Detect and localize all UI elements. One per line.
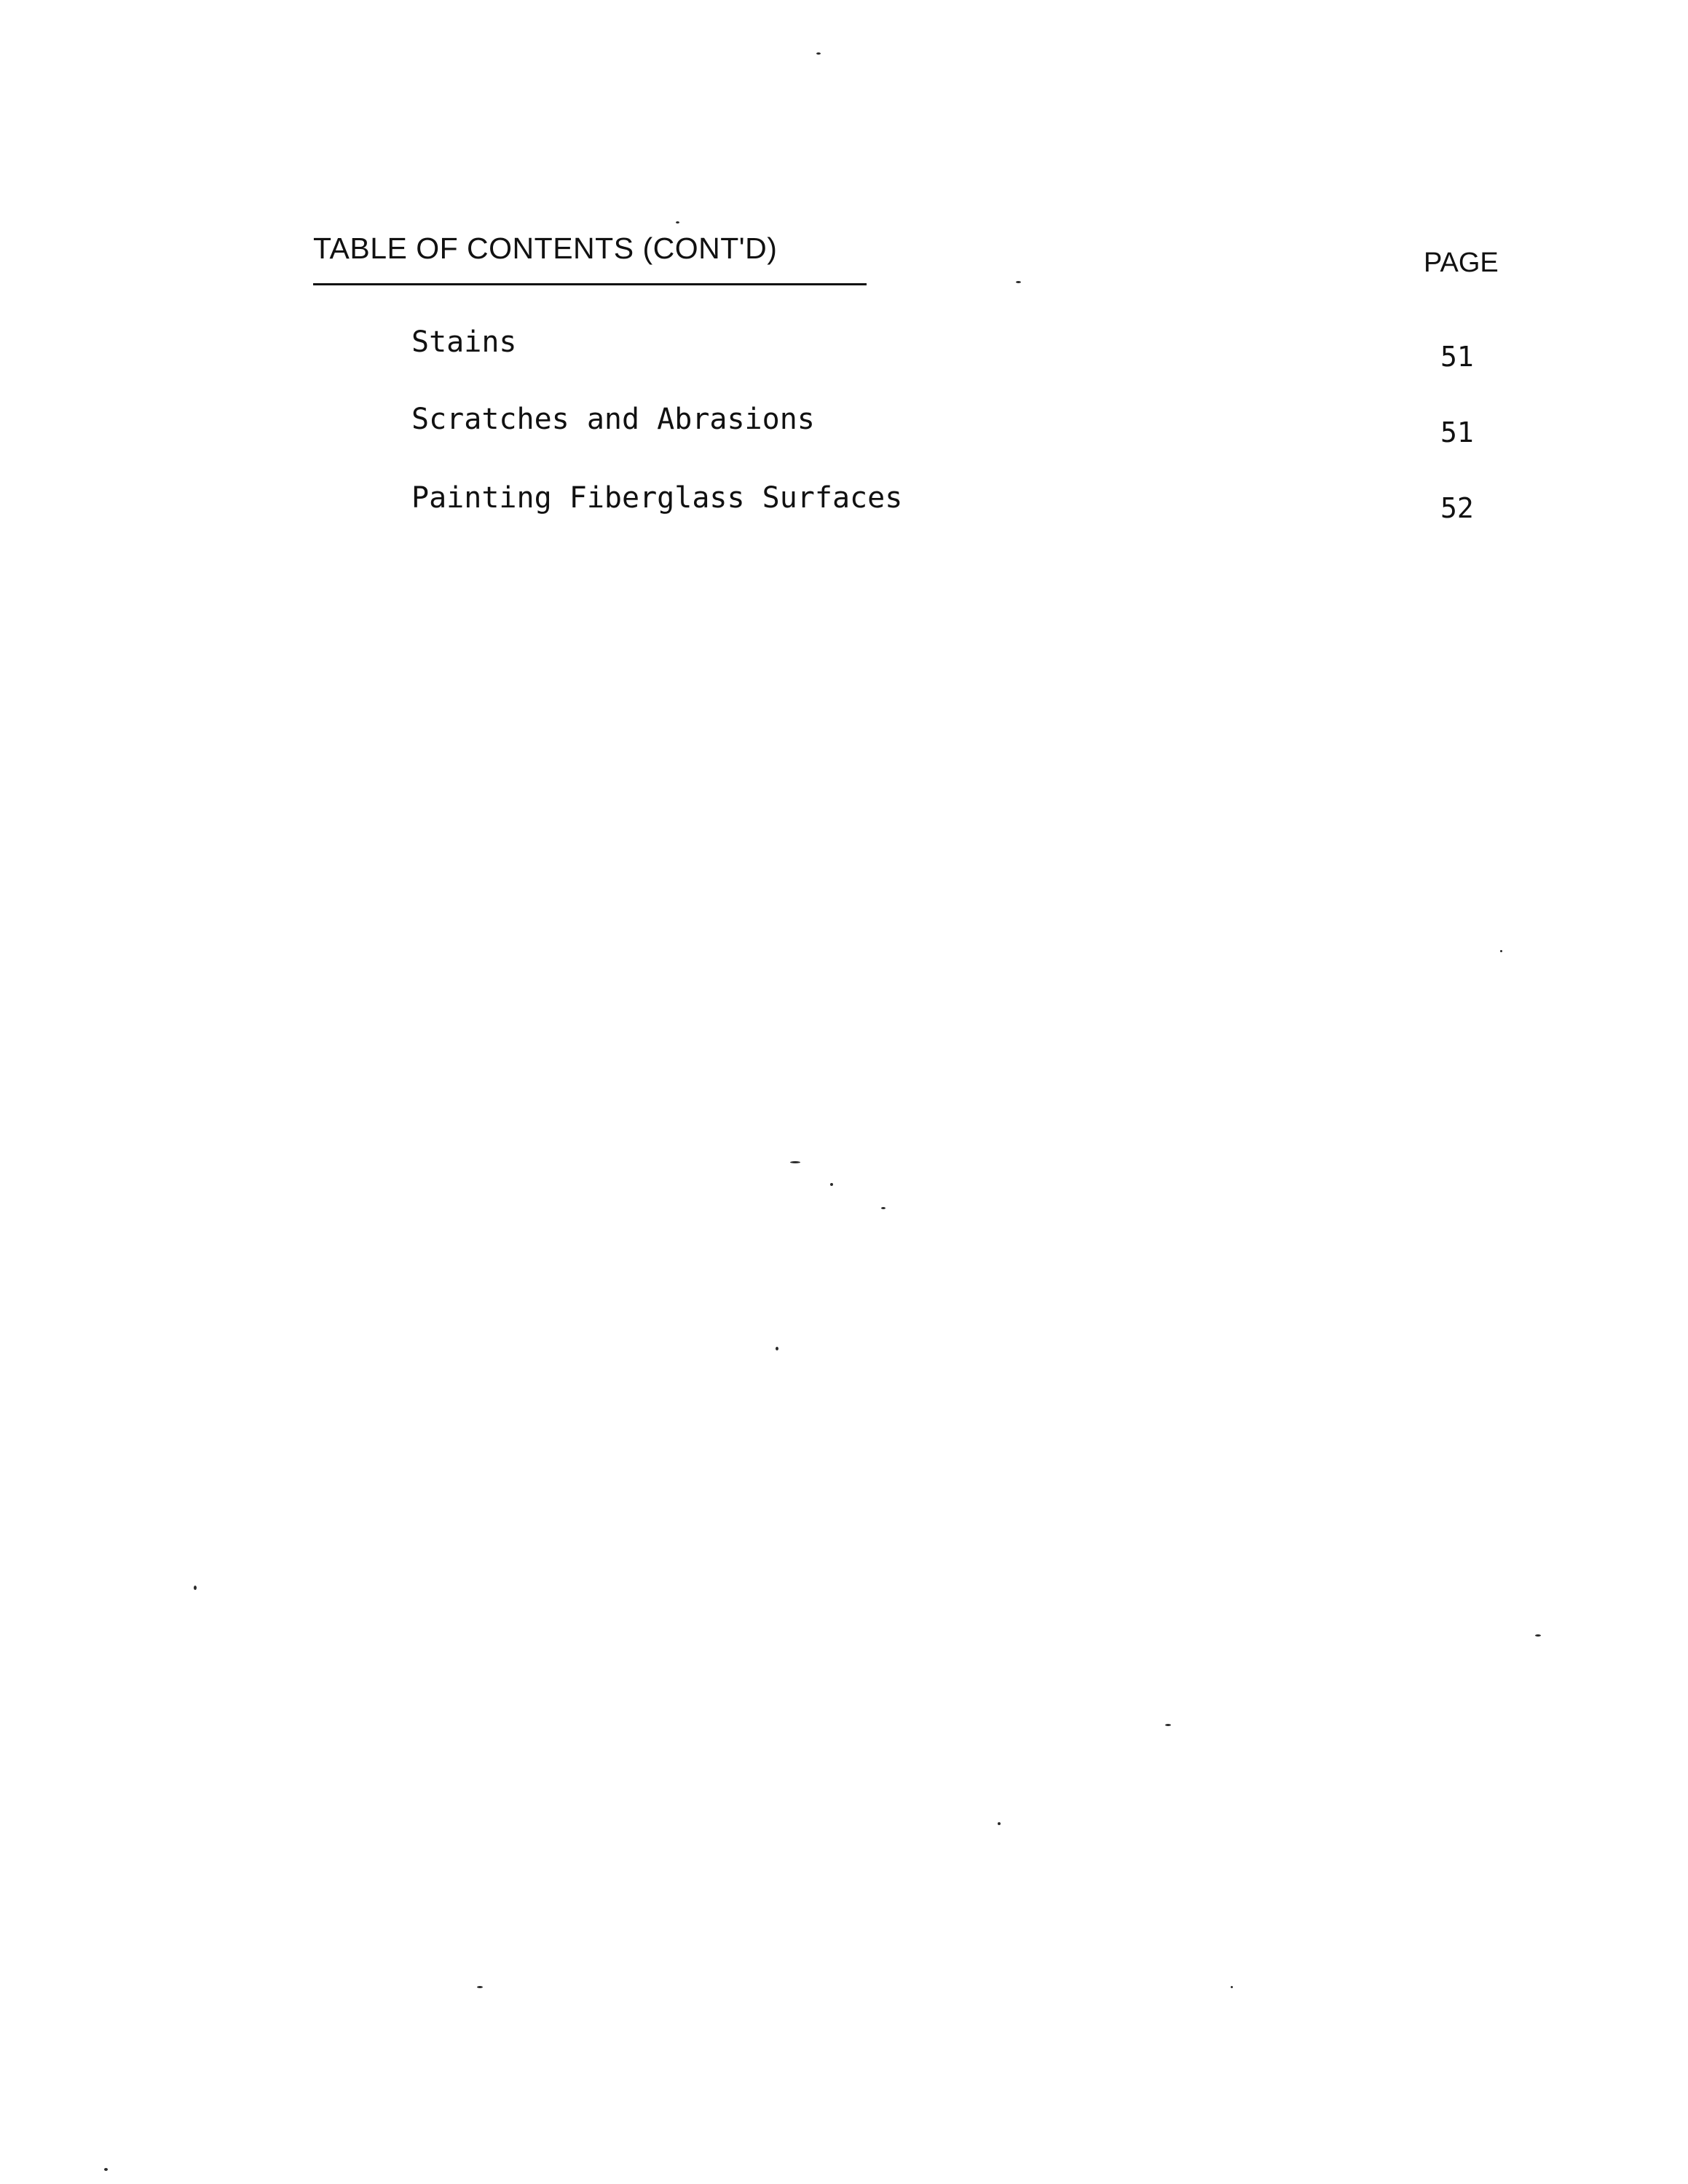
scan-speck	[998, 1822, 1001, 1825]
scan-speck	[830, 1183, 833, 1186]
toc-entry-title: Scratches and Abrasions	[411, 403, 815, 436]
scan-speck	[816, 52, 821, 55]
toc-entry-title: Painting Fiberglass Surfaces	[411, 481, 903, 515]
scan-speck	[1165, 1724, 1171, 1726]
scan-speck	[790, 1161, 800, 1163]
toc-entry-page: 52	[1440, 492, 1474, 524]
scan-speck	[1535, 1634, 1541, 1637]
toc-heading: TABLE OF CONTENTS (CONT'D)	[313, 232, 778, 265]
scan-speck	[1016, 281, 1021, 283]
heading-underline	[313, 283, 867, 285]
page-column-header: PAGE	[1424, 248, 1499, 278]
scan-speck	[194, 1586, 197, 1590]
toc-entry-page: 51	[1440, 416, 1474, 448]
scan-speck	[881, 1207, 886, 1209]
scan-speck	[776, 1347, 778, 1350]
scan-speck	[676, 221, 679, 223]
scan-speck	[1500, 950, 1502, 952]
scan-speck	[104, 2168, 108, 2171]
scan-speck	[1231, 1986, 1233, 1988]
scan-speck	[477, 1986, 483, 1988]
toc-entry-title: Stains	[411, 325, 517, 359]
toc-entry-page: 51	[1440, 341, 1474, 373]
